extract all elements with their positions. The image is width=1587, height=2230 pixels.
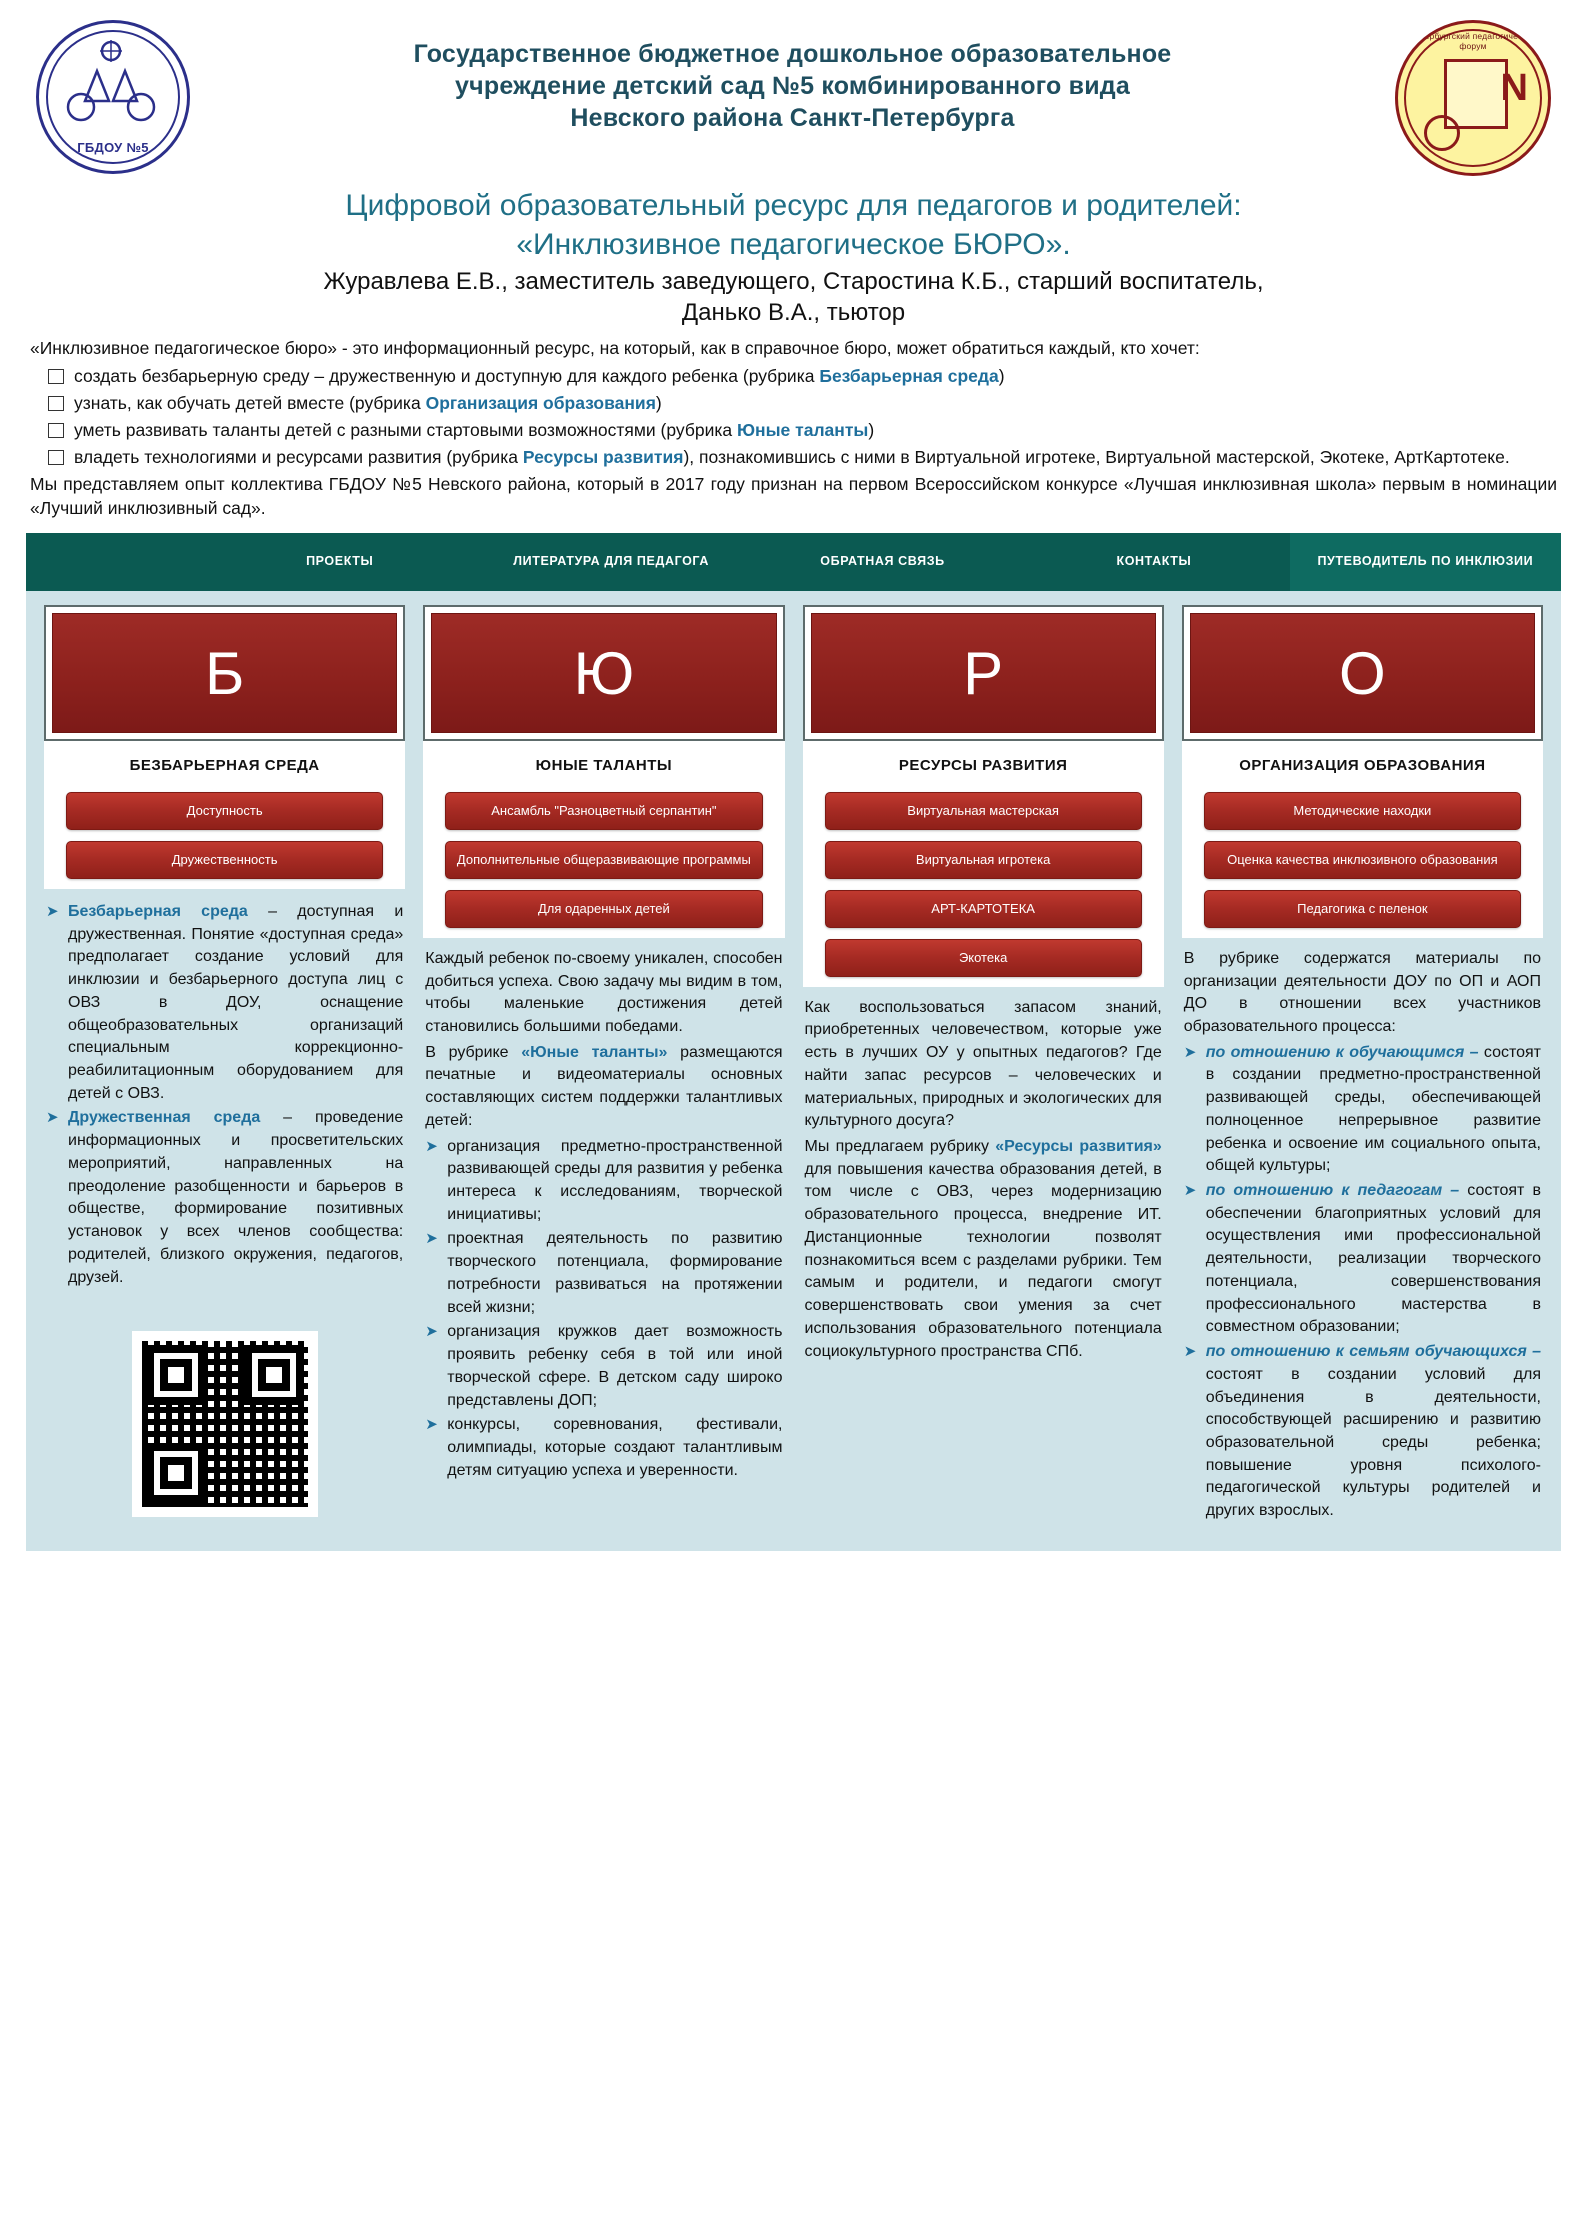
rubric-accent-text: по отношению к педагогам – (1205, 1182, 1460, 1200)
rubric-bullet (1184, 1341, 1541, 1523)
nav-item-literature[interactable]: ЛИТЕРАТУРА ДЛЯ ПЕДАГОГА (513, 554, 709, 569)
arrow-bullet-icon: ➤ (1183, 1182, 1197, 1200)
rubric-bullet-text: организация кружков дает возможность проявить ребенку себя в той или иной творческой сфере. В детском саду широко представлены ДОП; (447, 1323, 783, 1409)
intro-bullet-accent: Ресурсы развития (522, 446, 684, 467)
rubric-link-button[interactable]: Педагогика с пеленок (1204, 890, 1521, 928)
rubric-button-stack (44, 786, 405, 889)
rubric-column (1182, 605, 1543, 1525)
rubric-link-button[interactable]: Методические находки (1204, 792, 1521, 830)
rubric-link-button[interactable]: Оценка качества инклюзивного образования (1204, 841, 1521, 879)
rubric-bullet (46, 1107, 403, 1289)
rubric-accent-text: по отношению к обучающимся – (1205, 1043, 1479, 1061)
rubric-bullet-text: организация предметно-пространственной развивающей среды для развития у ребенка интереса к исследованиям, творческой инициативы; (447, 1137, 783, 1223)
qr-code-image (142, 1341, 308, 1507)
rubric-button-stack (423, 786, 784, 938)
kindergarten-logo-icon (36, 20, 190, 174)
rubric-accent-text: «Ресурсы развития» (995, 1138, 1162, 1156)
forum-logo-letter: N (1500, 67, 1528, 109)
rubric-accent-text: «Юные таланты» (521, 1043, 668, 1061)
page-title (26, 186, 1561, 264)
org-title-line-1: Государственное бюджетное дошкольное образовательное (413, 40, 1172, 68)
intro-bullet-text: владеть технологиями и ресурсами развития (рубрика Ресурсы развития), познакомившись с ними в Виртуальной игротеке, Виртуальной мастерской, Экотеке, АртКартотеке. (74, 446, 1510, 467)
columns-container (44, 605, 1543, 1525)
rubric-column (803, 605, 1164, 1366)
intro-bullet (30, 391, 1557, 416)
intro-bullet (30, 364, 1557, 389)
rubric-bullet-text: Безбарьерная среда – доступная и дружественная. Понятие «доступная среда» предполагает создание условий для инклюзии и безбарьерного доступа лиц с ОВЗ в ДОУ, оснащение общеобразовательных организаций специальным коррекционно-реабилитационным оборудованием для детей с ОВЗ. (68, 903, 404, 1102)
organization-title (200, 20, 1385, 134)
rubric-accent-text: Безбарьерная среда (68, 903, 248, 920)
rubric-link-button[interactable]: Доступность (66, 792, 383, 830)
rubric-paragraph: Как воспользоваться запасом знаний, приобретенных человечеством, которые уже есть в лучших ОУ у опытных педагогов? Где найти запас ресурсов – человеческих и материальных, природных и экологических для культурного досуга? (804, 998, 1162, 1130)
rubric-button-stack (803, 786, 1164, 986)
rubric-letter: Р (811, 613, 1156, 733)
poster-header (26, 14, 1561, 176)
rubric-letter: Б (52, 613, 397, 733)
intro-bullet-accent: Юные таланты (736, 419, 869, 440)
rubric-paragraph: В рубрике «Юные таланты» размещаются печатные и видеоматериалы основных составляющих систем поддержки талантливых детей: (425, 1043, 783, 1129)
intro-bullet-accent: Безбарьерная среда (819, 366, 999, 387)
qr-finder-icon (146, 1443, 206, 1503)
intro-bullet-text: создать безбарьерную среду – дружественную и доступную для каждого ребенка (рубрика Безбарьерная среда) (74, 366, 1005, 387)
rubric-bullet (425, 1136, 782, 1227)
page-title-line-2: «Инклюзивное педагогическое БЮРО». (516, 228, 1071, 261)
rubric-link-button[interactable]: Дружественность (66, 841, 383, 879)
rubric-bullet-text: по отношению к обучающимся – состоят в создании предметно-пространственной развивающей среды, обеспечивающей полноценное непрерывное развитие ребенка и освоение им социального опыта, общей культуры; (1205, 1043, 1541, 1175)
intro-bullet (30, 418, 1557, 443)
rubric-letter-box[interactable] (803, 605, 1164, 741)
arrow-bullet-icon: ➤ (425, 1137, 438, 1155)
rubric-link-button[interactable]: Виртуальная мастерская (825, 792, 1142, 830)
intro-bullet (30, 445, 1557, 470)
logo-left-artwork (59, 37, 163, 125)
rubric-heading: РЕСУРСЫ РАЗВИТИЯ (803, 741, 1164, 786)
rubric-link-button[interactable]: Дополнительные общеразвивающие программы (445, 841, 762, 879)
rubric-link-button[interactable]: АРТ-КАРТОТЕКА (825, 890, 1142, 928)
arrow-bullet-icon: ➤ (425, 1416, 438, 1434)
checkbox-icon (48, 450, 64, 465)
logo-left-caption: ГБДОУ №5 (77, 140, 149, 155)
rubric-button-panel (423, 786, 784, 938)
authors (26, 266, 1561, 328)
forum-logo-icon (1395, 20, 1551, 176)
rubric-button-panel (44, 786, 405, 889)
rubric-letter-box[interactable] (1182, 605, 1543, 741)
rubric-bullet (1184, 1180, 1541, 1339)
intro-closing: Мы представляем опыт коллектива ГБДОУ №5 Невского района, который в 2017 году признан на первом Всероссийском конкурсе «Лучшая инклюзивная школа» первым в номинации «Лучший инклюзивный сад». (30, 473, 1557, 519)
arrow-bullet-icon: ➤ (425, 1323, 438, 1341)
rubric-paragraph: Каждый ребенок по-своему уникален, способен добиться успеха. Свою задачу мы видим в том, чтобы маленькие достижения детей становились большими победами. (425, 949, 783, 1036)
nav-item-projects[interactable]: ПРОЕКТЫ (306, 554, 374, 569)
rubric-letter: О (1190, 613, 1535, 733)
intro-lead: «Инклюзивное педагогическое бюро» - это информационный ресурс, на который, как в справочное бюро, может обратиться каждый, кто хочет: (30, 338, 1200, 359)
authors-line-2: Данько В.А., тьютор (681, 299, 906, 327)
rubric-column (44, 605, 405, 1517)
rubric-link-button[interactable]: Ансамбль "Разноцветный серпантин" (445, 792, 762, 830)
intro-bullet-text: узнать, как обучать детей вместе (рубрика Организация образования) (74, 393, 662, 414)
rubric-heading: БЕЗБАРЬЕРНАЯ СРЕДА (44, 741, 405, 786)
rubric-letter-box[interactable] (423, 605, 784, 741)
rubric-bullet-text: конкурсы, соревнования, фестивали, олимпиады, которые создают талантливым детям ситуацию успеха и уверенности. (447, 1416, 783, 1479)
nav-spacer (26, 533, 204, 591)
rubric-button-panel (803, 786, 1164, 986)
rubric-letter: Ю (431, 613, 776, 733)
poster-body (26, 591, 1561, 1551)
rubric-bullet (1184, 1042, 1541, 1178)
rubric-description (44, 889, 405, 1289)
rubric-bullet-text: проектная деятельность по развитию творческого потенциала, формирование потребности развиваться на протяжении всей жизни; (447, 1230, 783, 1316)
arrow-bullet-icon: ➤ (425, 1230, 438, 1248)
arrow-bullet-icon: ➤ (46, 1109, 59, 1127)
rubric-bullet-text: Дружественная среда – проведение информационных и просветительских мероприятий, направленных на преодоление разобщенности и барьеров в обществе, формирование позитивных установок у всех членов сообщества: родителей, близкого окружения, педагогов, друзей. (68, 1109, 404, 1286)
rubric-accent-text: Дружественная среда (68, 1109, 261, 1127)
rubric-link-button[interactable]: Виртуальная игротека (825, 841, 1142, 879)
site-navigation-bar (26, 533, 1561, 591)
intro-bullet-accent: Организация образования (425, 393, 656, 414)
rubric-column (423, 605, 784, 1484)
rubric-link-button[interactable]: Экотека (825, 939, 1142, 977)
rubric-link-button[interactable]: Для одаренных детей (445, 890, 762, 928)
nav-item-inclusion-guide[interactable]: ПУТЕВОДИТЕЛЬ ПО ИНКЛЮЗИИ (1290, 533, 1561, 591)
rubric-bullet (425, 1321, 782, 1412)
rubric-bullet-text: по отношению к педагогам – состоят в обеспечении благоприятных условий для осуществления ими профессиональной деятельности, реализации творческого потенциала, совершенствования профессионального мастерства в совместном образовании; (1205, 1182, 1541, 1336)
nav-item-contacts[interactable]: КОНТАКТЫ (1116, 554, 1192, 569)
rubric-bullet (425, 1228, 782, 1319)
forum-logo-wheel-icon (1424, 115, 1460, 151)
rubric-bullet (46, 901, 403, 1105)
rubric-description (1182, 938, 1543, 1523)
rubric-button-panel (1182, 786, 1543, 938)
rubric-paragraph: В рубрике содержатся материалы по организации деятельности ДОУ по ОП и АОП ДО в отношении всех участников образовательного процесса: (1183, 949, 1541, 1036)
checkbox-icon (48, 396, 64, 411)
arrow-bullet-icon: ➤ (46, 903, 59, 920)
rubric-description (803, 987, 1164, 1364)
authors-line-1: Журавлева Е.В., заместитель заведующего, Старостина К.Б., старший воспитатель, (323, 268, 1264, 295)
rubric-button-stack (1182, 786, 1543, 938)
forum-logo-text: Петербургский педагогический форум (1409, 31, 1537, 51)
intro-section (26, 336, 1561, 521)
rubric-bullet (425, 1414, 782, 1482)
checkbox-icon (48, 369, 64, 384)
rubric-heading: ОРГАНИЗАЦИЯ ОБРАЗОВАНИЯ (1182, 741, 1543, 786)
rubric-accent-text: по отношению к семьям обучающихся – (1205, 1343, 1541, 1361)
intro-bullet-text: уметь развивать таланты детей с разными стартовыми возможностями (рубрика Юные таланты) (74, 419, 875, 440)
checkbox-icon (48, 423, 64, 438)
rubric-heading: ЮНЫЕ ТАЛАНТЫ (423, 741, 784, 786)
org-title-line-2: учреждение детский сад №5 комбинированного вида (455, 72, 1130, 100)
arrow-bullet-icon: ➤ (1183, 1043, 1197, 1061)
rubric-bullet-text: по отношению к семьям обучающихся – состоят в создании условий для объединения в деятельности, способствующей расширению и развитию образовательной среды ребенка; повышение уровня психолого-педагогической культуры родителей и других взрослых. (1205, 1343, 1541, 1520)
page-title-line-1: Цифровой образовательный ресурс для педагогов и родителей: (345, 189, 1242, 222)
intro-bullet-list (30, 364, 1557, 469)
rubric-letter-box[interactable] (44, 605, 405, 741)
nav-item-feedback[interactable]: ОБРАТНАЯ СВЯЗЬ (820, 554, 945, 569)
rubric-paragraph: Мы предлагаем рубрику «Ресурсы развития» для повышения качества образования детей, в том числе с ОВЗ, через модернизацию образовательного процесса, внедрение ИТ. Дистанционные технологии позволят познакомиться всем с разделами рубрики. Тем самым и родители, и педагоги смогут совершенствовать свои умения за счет использования образовательного потенциала социокультурного пространства СПб. (804, 1138, 1162, 1360)
org-title-line-3: Невского района Санкт-Петербурга (570, 104, 1015, 132)
rubric-description (423, 938, 784, 1483)
arrow-bullet-icon: ➤ (1183, 1343, 1197, 1361)
qr-code[interactable] (132, 1331, 318, 1517)
